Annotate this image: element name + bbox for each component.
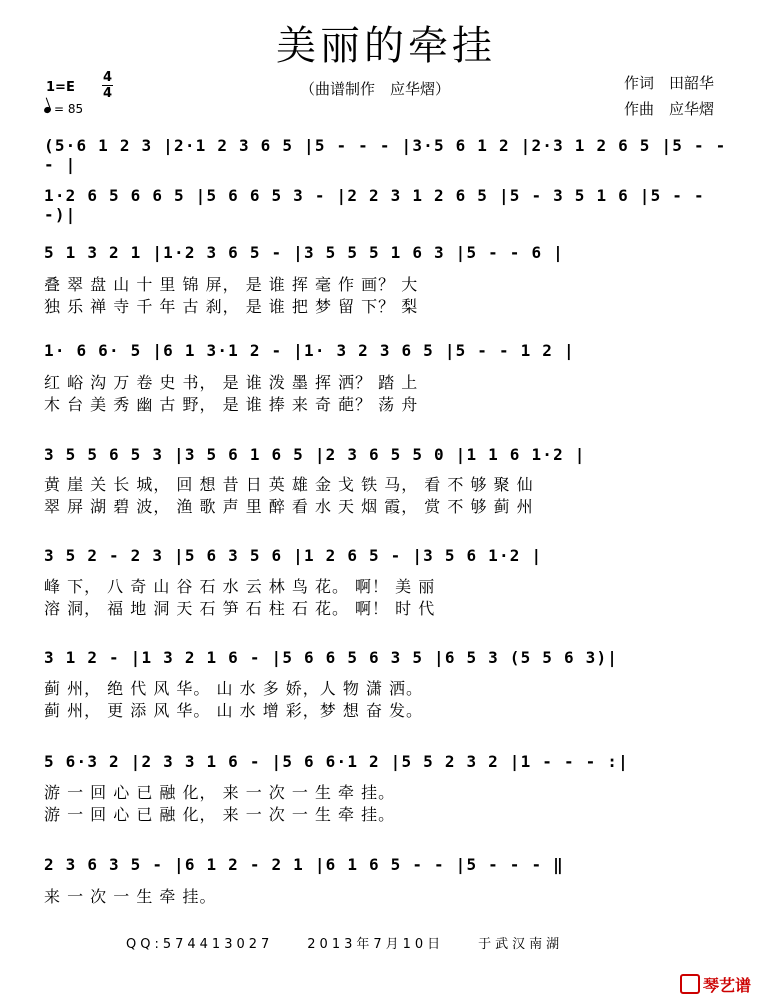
lyric-6-1: 峰 下， 八 奇 山 谷 石 水 云 林 鸟 花。 啊！ 美 丽 — [44, 577, 436, 596]
lyric-7-1: 蓟 州， 绝 代 风 华。 山 水 多 娇，人 物 潇 洒。 — [44, 679, 424, 698]
lyric-7-2: 蓟 州， 更 添 风 华。 山 水 增 彩，梦 想 奋 发。 — [44, 701, 424, 720]
score-line-2: 1·2 6 5 6 6 5 |5 6 6 5 3 - |2 2 3 1 2 6 5 |5 - 3 5 1 6 |5 - - -)| — [44, 186, 705, 224]
score-line-8: 5 6·3 2 |2 3 3 1 6 - |5 6 6·1 2 |5 5 2 3 2 |1 - - - :| — [44, 752, 629, 771]
lyric-3-2: 独 乐 禅 寺 千 年 古 刹， 是 谁 把 梦 留 下？ 梨 — [44, 297, 419, 316]
composer: 作曲 应华熠 — [624, 100, 715, 118]
score-line-5: 3 5 5 6 5 3 |3 5 6 1 6 5 |2 3 6 5 5 0 |1 1 6 1·2 | — [44, 445, 586, 464]
meter-bottom: 4 — [102, 86, 113, 101]
lyric-3-1: 叠 翠 盘 山 十 里 锦 屏， 是 谁 挥 毫 作 画？ 大 — [44, 275, 419, 294]
score-line-1: (5·6 1 2 3 |2·1 2 3 6 5 |5 - - - |3·5 6 1 2 |2·3 1 2 6 5 |5 - - - | — [44, 136, 727, 174]
lyric-4-1: 红 峪 沟 万 卷 史 书， 是 谁 泼 墨 挥 洒？ 踏 上 — [44, 373, 419, 392]
time-signature — [102, 71, 113, 100]
lyric-8-1: 游 一 回 心 已 融 化， 来 一 次 一 生 牵 挂。 — [44, 783, 396, 802]
score-line-4: 1· 6 6· 5 |6 1 3·1 2 - |1· 3 2 3 6 5 |5 - - 1 2 | — [44, 341, 575, 360]
logo-text: 琴艺谱 — [703, 976, 752, 995]
footer-note: QQ:574413027 2013年7月10日 于武汉南湖 — [126, 937, 564, 952]
lyric-4-2: 木 台 美 秀 幽 古 野， 是 谁 捧 来 奇 葩？ 荡 舟 — [44, 395, 419, 414]
logo-mark-icon — [680, 974, 700, 994]
song-title: 美丽的牵挂 — [276, 23, 496, 69]
lyric-5-1: 黄 崖 关 长 城， 回 想 昔 日 英 雄 金 戈 铁 马， 看 不 够 聚 仙 — [44, 475, 534, 494]
lyric-6-2: 溶 洞， 福 地 洞 天 石 笋 石 柱 石 花。 啊！ 时 代 — [44, 599, 436, 618]
score-line-3: 5 1 3 2 1 |1·2 3 6 5 - |3 5 5 5 1 6 3 |5 - - 6 | — [44, 243, 564, 262]
score-line-9: 2 3 6 3 5 - |6 1 2 - 2 1 |6 1 6 5 - - |5 - - - ‖ — [44, 855, 564, 874]
lyric-5-2: 翠 屏 湖 碧 波， 渔 歌 声 里 醉 看 水 天 烟 霞， 赏 不 够 蓟 州 — [44, 497, 534, 516]
score-credits: （曲谱制作 应华熠） — [300, 80, 451, 98]
score-line-7: 3 1 2 - |1 3 2 1 6 - |5 6 6 5 6 3 5 |6 5 3 (5 5 6 3)| — [44, 648, 619, 667]
lyricist: 作词 田韶华 — [624, 74, 715, 92]
key-signature: 1=E — [46, 80, 75, 95]
site-logo — [680, 973, 751, 996]
lyric-9-1: 来 一 次 一 生 牵 挂。 — [44, 887, 217, 906]
quarter-note-icon — [43, 106, 52, 114]
tempo-value: = 85 — [54, 102, 84, 116]
lyric-8-2: 游 一 回 心 已 融 化， 来 一 次 一 生 牵 挂。 — [44, 805, 396, 824]
score-line-6: 3 5 2 - 2 3 |5 6 3 5 6 |1 2 6 5 - |3 5 6 1·2 | — [44, 546, 543, 565]
meter-top: 4 — [102, 70, 113, 85]
tempo-marking — [44, 102, 83, 116]
